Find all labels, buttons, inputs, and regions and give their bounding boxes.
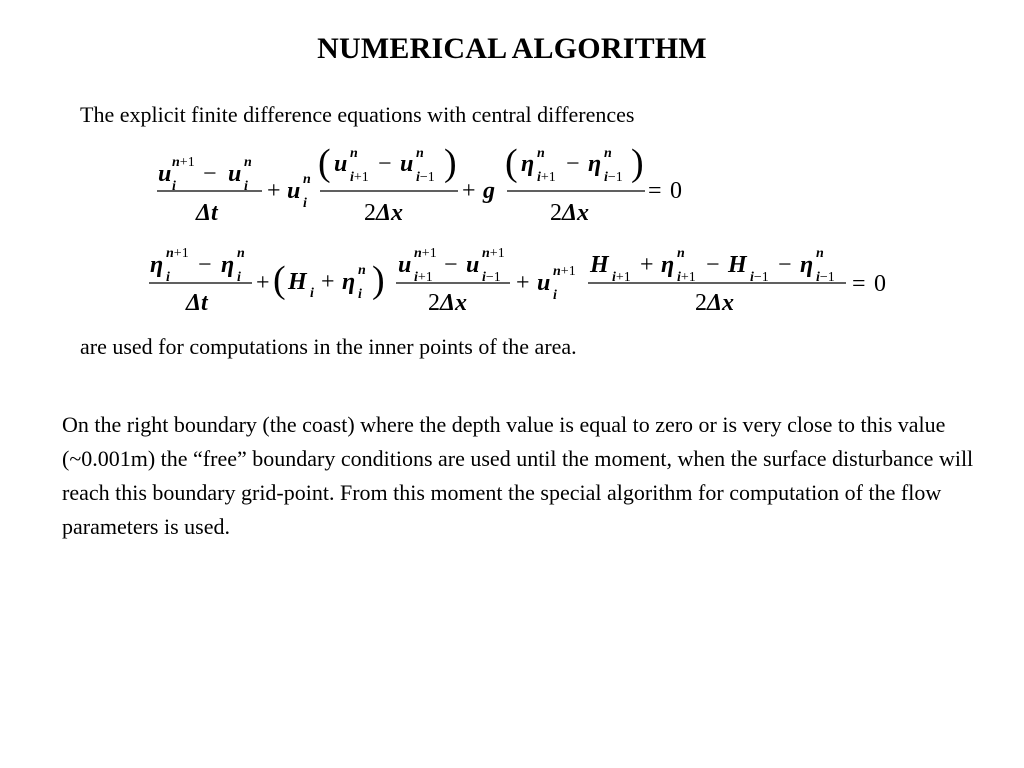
svg-text:n: n bbox=[350, 146, 358, 161]
svg-text:i−1: i−1 bbox=[416, 170, 435, 185]
svg-text:n: n bbox=[416, 146, 424, 161]
svg-text:i−1: i−1 bbox=[604, 170, 623, 185]
svg-text:0: 0 bbox=[670, 178, 682, 204]
boundary-paragraph: On the right boundary (the coast) where the depth value is equal to zero or is very close to this value (~0.001m) the “free” boundary conditions are used until the moment, when the surface disturbance will reach this boundary grid-point. From this moment the special algorithm for computation of the flow parameters is used. bbox=[62, 412, 974, 539]
svg-text:n: n bbox=[237, 246, 245, 261]
svg-text:+: + bbox=[462, 178, 476, 204]
svg-text:2Δx: 2Δx bbox=[550, 200, 590, 226]
svg-text:η: η bbox=[588, 151, 602, 177]
svg-text:+: + bbox=[516, 270, 530, 296]
svg-text:n: n bbox=[677, 246, 685, 261]
svg-text:=: = bbox=[648, 178, 662, 204]
svg-text:i+1: i+1 bbox=[612, 270, 631, 285]
svg-text:(: ( bbox=[505, 142, 518, 184]
svg-text:−: − bbox=[444, 252, 458, 278]
svg-text:η: η bbox=[342, 269, 356, 295]
svg-text:η: η bbox=[661, 252, 675, 278]
svg-text:=: = bbox=[852, 271, 866, 297]
svg-text:i+1: i+1 bbox=[677, 270, 696, 285]
svg-text:2Δx: 2Δx bbox=[428, 290, 468, 316]
svg-text:η: η bbox=[150, 252, 164, 278]
svg-text:i+1: i+1 bbox=[537, 170, 556, 185]
svg-text:η: η bbox=[800, 252, 814, 278]
svg-text:i−1: i−1 bbox=[750, 270, 769, 285]
svg-text:−: − bbox=[778, 252, 792, 278]
continuity-equation bbox=[0, 235, 1024, 325]
svg-text:n: n bbox=[816, 246, 824, 261]
svg-text:n: n bbox=[303, 172, 311, 187]
svg-text:Δt: Δt bbox=[196, 200, 218, 226]
svg-text:−: − bbox=[566, 151, 580, 177]
svg-text:i+1: i+1 bbox=[350, 170, 369, 185]
svg-text:u: u bbox=[466, 252, 480, 278]
svg-text:i: i bbox=[166, 270, 170, 285]
svg-text:n+1: n+1 bbox=[414, 246, 437, 261]
svg-text:u: u bbox=[287, 178, 301, 204]
svg-text:H: H bbox=[288, 269, 307, 295]
svg-text:u: u bbox=[158, 161, 172, 187]
svg-text:i: i bbox=[244, 179, 248, 194]
svg-text:g: g bbox=[483, 178, 495, 204]
svg-text:u: u bbox=[537, 270, 551, 296]
svg-text:−: − bbox=[203, 161, 217, 187]
svg-text:η: η bbox=[521, 151, 535, 177]
svg-text:i: i bbox=[303, 196, 307, 211]
intro-text: The explicit finite difference equations with central differences bbox=[80, 102, 635, 127]
svg-text:i: i bbox=[237, 270, 241, 285]
svg-text:(: ( bbox=[273, 259, 286, 301]
svg-text:Δt: Δt bbox=[186, 290, 208, 316]
svg-text:n: n bbox=[244, 155, 252, 170]
svg-text:i−1: i−1 bbox=[482, 270, 501, 285]
slide-title: NUMERICAL ALGORITHM bbox=[317, 32, 707, 65]
svg-text:−: − bbox=[378, 151, 392, 177]
svg-text:n: n bbox=[358, 263, 366, 278]
svg-text:i+1: i+1 bbox=[414, 270, 433, 285]
svg-text:i−1: i−1 bbox=[816, 270, 835, 285]
momentum-equation bbox=[0, 140, 1024, 230]
svg-text:u: u bbox=[334, 151, 348, 177]
svg-text:H: H bbox=[590, 252, 609, 278]
svg-text:n+1: n+1 bbox=[482, 246, 505, 261]
svg-text:i: i bbox=[358, 287, 362, 302]
svg-text:n+1: n+1 bbox=[172, 155, 195, 170]
svg-text:−: − bbox=[706, 252, 720, 278]
svg-text:+: + bbox=[267, 178, 281, 204]
svg-text:u: u bbox=[398, 252, 412, 278]
svg-text:): ) bbox=[444, 142, 457, 184]
svg-text:n+1: n+1 bbox=[166, 246, 189, 261]
svg-text:+: + bbox=[321, 269, 335, 295]
svg-text:i: i bbox=[553, 288, 557, 303]
svg-text:+: + bbox=[640, 252, 654, 278]
svg-text:i: i bbox=[172, 179, 176, 194]
inner-points-text: are used for computations in the inner points of the area. bbox=[80, 334, 577, 359]
svg-text:+: + bbox=[256, 270, 270, 296]
svg-text:): ) bbox=[631, 142, 644, 184]
svg-text:n+1: n+1 bbox=[553, 264, 576, 279]
svg-text:i: i bbox=[310, 286, 314, 301]
svg-text:H: H bbox=[728, 252, 747, 278]
svg-text:u: u bbox=[228, 161, 242, 187]
svg-text:n: n bbox=[537, 146, 545, 161]
svg-text:−: − bbox=[198, 252, 212, 278]
svg-text:(: ( bbox=[318, 142, 331, 184]
svg-text:): ) bbox=[372, 259, 385, 301]
svg-text:2Δx: 2Δx bbox=[695, 290, 735, 316]
svg-text:n: n bbox=[604, 146, 612, 161]
svg-text:u: u bbox=[400, 151, 414, 177]
svg-text:η: η bbox=[221, 252, 235, 278]
svg-text:0: 0 bbox=[874, 271, 886, 297]
svg-text:2Δx: 2Δx bbox=[364, 200, 404, 226]
